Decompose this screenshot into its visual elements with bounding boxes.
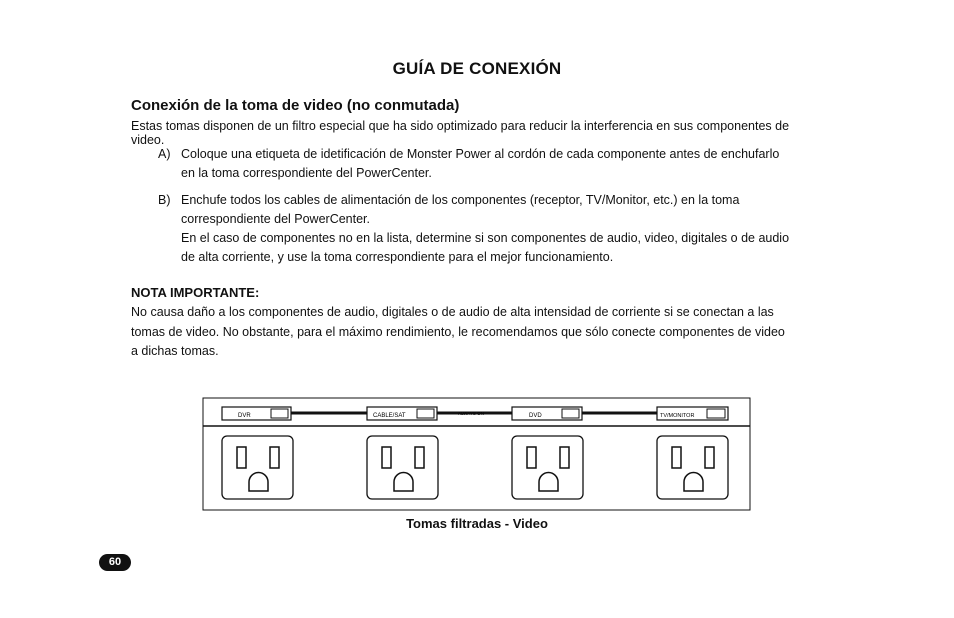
- list-item-line: de alta corriente, y use la toma correspondiente para el mejor funcionamiento.: [181, 250, 614, 264]
- diagram-caption: Tomas filtradas - Video: [406, 516, 548, 531]
- label-box-dvr: [222, 407, 291, 420]
- label-dvr: DVR: [238, 413, 251, 419]
- label-cable-sat: CABLE/SAT: [373, 413, 406, 419]
- page-title: GUÍA DE CONEXIÓN: [392, 59, 562, 78]
- intro-paragraph: Estas tomas disponen de un filtro especial que ha sido optimizado para reducir la interferencia en sus componentes de video.: [131, 119, 790, 147]
- list-item-line: Enchufe todos los cables de alimentación de los componentes (receptor, TV/Monitor, etc.) en la toma: [181, 193, 740, 207]
- label-box-dvd: [512, 407, 582, 420]
- label-box-tv-monitor: [657, 407, 728, 420]
- list-item-letter: A): [158, 147, 171, 161]
- outlet-3: [512, 436, 583, 499]
- outlet-4: [657, 436, 728, 499]
- list-item-line: correspondiente del PowerCenter.: [181, 212, 371, 226]
- outlet-1: [222, 436, 293, 499]
- label-box-cable-sat: [367, 407, 437, 420]
- always-on-label: ALWAYS ON: [458, 411, 484, 416]
- outlet-2: [367, 436, 438, 499]
- list-item-line: En el caso de componentes no en la lista, determine si son componentes de audio, video, digitales o de audio: [181, 231, 790, 245]
- note-line: No causa daño a los componentes de audio, digitales o de audio de alta intensidad de corriente si se conectan a las: [131, 305, 774, 319]
- page-number-badge: 60: [99, 554, 131, 571]
- note-title: NOTA IMPORTANTE:: [131, 285, 260, 300]
- note-line: a dichas tomas.: [131, 344, 219, 358]
- label-tv-monitor: TV/MONITOR: [660, 413, 695, 419]
- list-item-line: en la toma correspondiente del PowerCenter.: [181, 166, 432, 180]
- note-line: tomas de video. No obstante, para el máximo rendimiento, le recomendamos que sólo conecte componentes de video: [131, 324, 785, 339]
- label-dvd: DVD: [529, 413, 542, 419]
- section-title: Conexión de la toma de video (no conmutada): [131, 97, 460, 114]
- list-item-line: Coloque una etiqueta de idetificación de Monster Power al cordón de cada componente antes de enchufarlo: [181, 147, 780, 161]
- list-item-letter: B): [158, 193, 171, 207]
